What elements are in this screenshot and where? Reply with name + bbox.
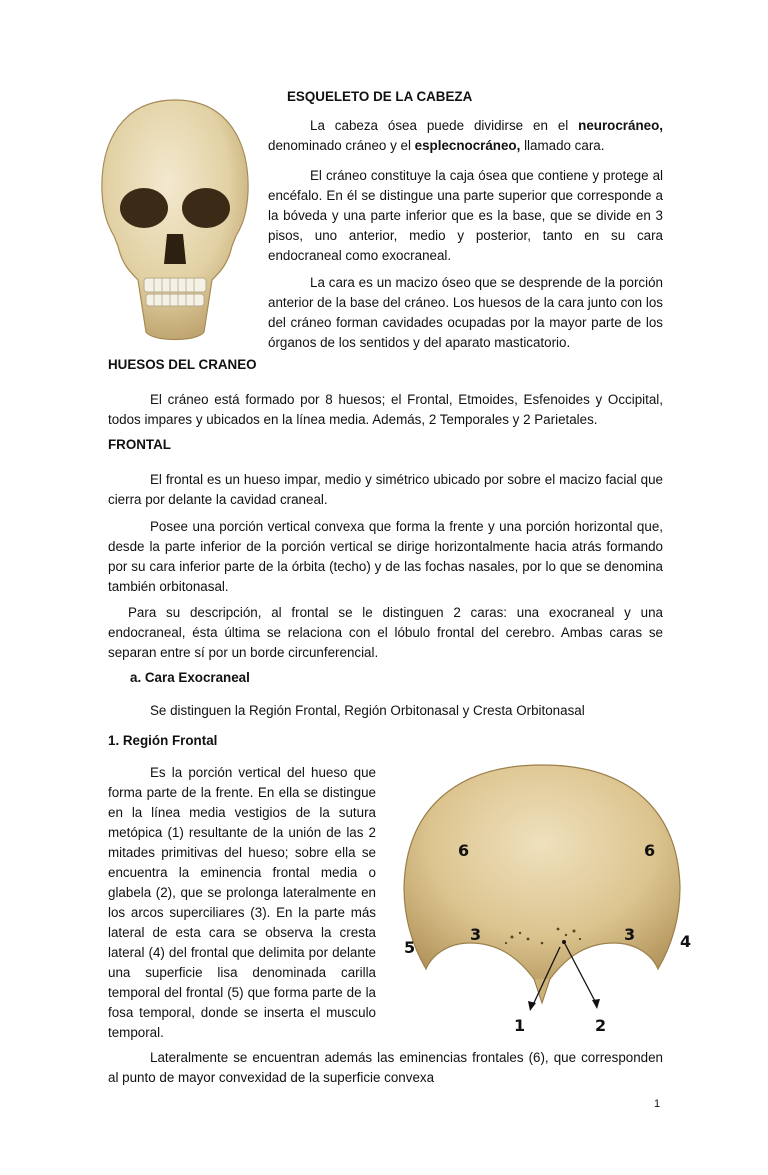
label-four: 4 <box>680 932 692 951</box>
page-title: ESQUELETO DE LA CABEZA <box>287 89 473 104</box>
frontal-paragraph-2: Posee una porción vertical convexa que forma la frente y una porción horizontal que, desde la parte inferior de la porción vertical se dirige horizontalmente hacia atrás formando por su cara inferior parte de la órbita (techo) y de las fochas nasales, por lo que se denomina también orbitonasal. <box>108 519 663 594</box>
label-six-right: 6 <box>644 841 656 860</box>
region-paragraph-1: Es la porción vertical del hueso que forma parte de la frente. En ella se distingue en la línea media vestigios de la sutura metópica (1) resultante de la unión de las 2 mitades primitivas del hueso; sobre ella se encuentra la eminencia frontal media o glabela (2), que se prolonga lateralmente en los arcos superciliares (3). En la parte más lateral de esta cara se observa la cresta lateral (4) del frontal que delimita por delante una superficie lisa denominada carilla temporal del frontal (5) que forma parte de la fosa temporal, donde se inserta el musculo temporal. <box>108 765 376 1040</box>
heading-frontal: FRONTAL <box>108 437 171 452</box>
label-one: 1 <box>514 1016 526 1035</box>
heading-huesos-craneo: HUESOS DEL CRANEO <box>108 357 257 372</box>
frontal-paragraph-1: El frontal es un hueso impar, medio y simétrico ubicado por sobre el macizo facial que cierra por delante la cavidad craneal. <box>108 472 663 507</box>
page-number: 1 <box>654 1098 661 1110</box>
intro-paragraph-3: La cara es un macizo óseo que se desprende de la porción anterior de la base del cráneo. Los huesos de la cara junto con los del cráneo forman cavidades ocupadas por la mayor parte de los órganos de los sentidos y del aparato masticatorio. <box>268 275 663 350</box>
region-paragraph-2: Lateralmente se encuentran además las eminencias frontales (6), que corresponden al punto de mayor convexidad de la superficie convexa <box>108 1050 663 1085</box>
frontal-paragraph-3: Para su descripción, al frontal se le distinguen 2 caras: una exocraneal y una endocraneal, ésta última se relaciona con el lóbulo frontal del cerebro. Ambas caras se separan entre sí por un borde circunferencial. <box>108 605 663 660</box>
skull-illustration <box>94 96 256 348</box>
label-six-left: 6 <box>458 841 470 860</box>
intro-paragraph-1: La cabeza ósea puede dividirse en el neurocráneo, denominado cráneo y el esplecnocráneo, llamado cara. <box>268 118 663 153</box>
heading-region-frontal: 1. Región Frontal <box>108 733 218 748</box>
label-two: 2 <box>595 1016 607 1035</box>
cara-paragraph: Se distinguen la Región Frontal, Región Orbitonasal y Cresta Orbitonasal <box>150 703 585 718</box>
intro-paragraph-2: El cráneo constituye la caja ósea que contiene y protege al encéfalo. En él se distingue una parte superior que corresponde a la bóveda y una parte inferior que es la base, que se divide en 3 pisos, uno anterior, medio y posterior, tanto en su cara endocraneal como exocraneal. <box>268 168 663 263</box>
label-three-left: 3 <box>470 925 482 944</box>
frontal-bone-figure <box>392 757 692 1037</box>
huesos-paragraph: El cráneo está formado por 8 huesos; el Frontal, Etmoides, Esfenoides y Occipital, todos impares y ubicados en la línea media. Además, 2 Temporales y 2 Parietales. <box>108 392 663 427</box>
label-five: 5 <box>404 938 416 957</box>
label-three-right: 3 <box>624 925 636 944</box>
heading-cara-exocraneal: a. Cara Exocraneal <box>130 670 250 685</box>
